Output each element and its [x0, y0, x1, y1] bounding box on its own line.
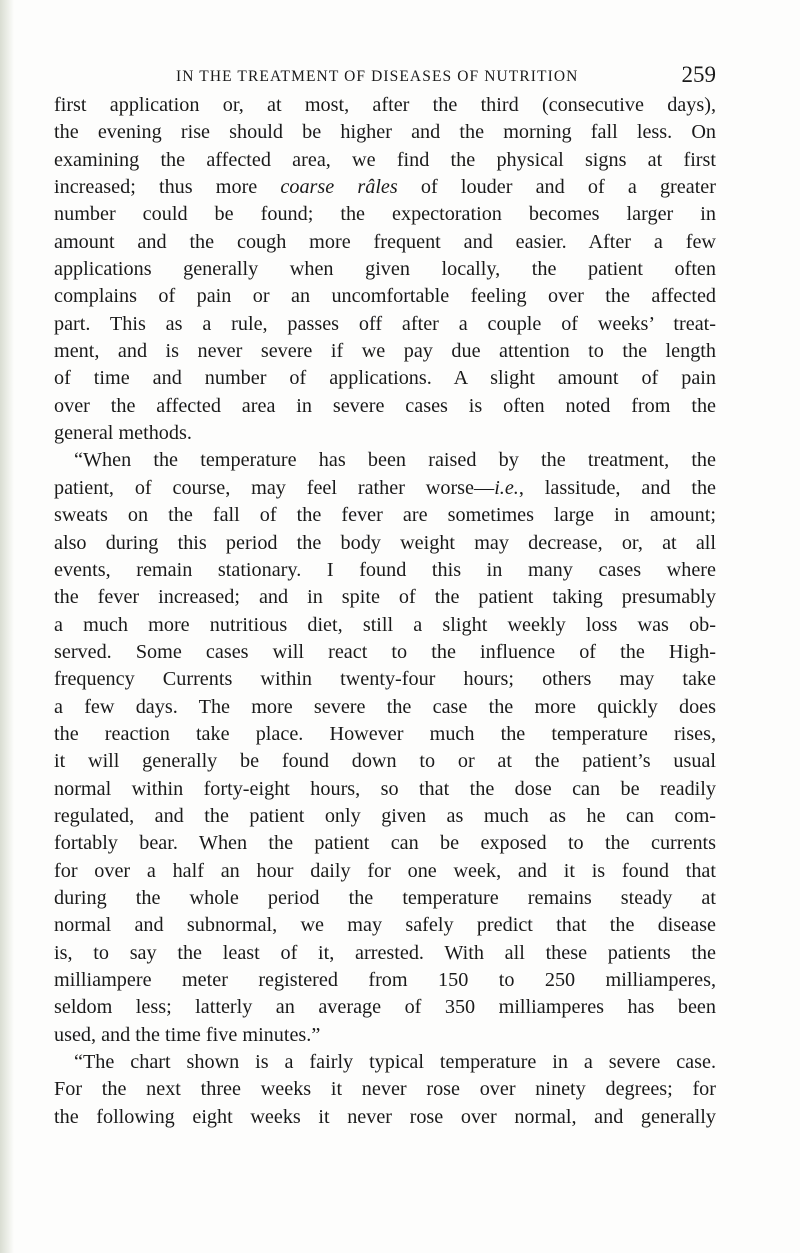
body-text [54, 92, 716, 1131]
text-line: ment, and is never severe if we pay due attention to the length [54, 340, 716, 363]
text-line: “When the temperature has been raised by the treatment, the [74, 449, 716, 472]
text-line: general methods. [54, 422, 192, 445]
text-line: regulated, and the patient only given as much as he can com- [54, 804, 716, 827]
text-line: frequency Currents within twenty-four hours; others may take [54, 668, 716, 691]
text-line: for over a half an hour daily for one week, and it is found that [54, 859, 716, 882]
text-line: patient, of course, may feel rather worse—i.e., lassitude, and the [54, 476, 716, 499]
text-line: applications generally when given locally, the patient often [54, 258, 716, 281]
text-line: first application or, at most, after the third (consecutive days), [54, 94, 716, 116]
text-line: examining the affected area, we find the physical signs at first [54, 148, 716, 171]
italic-phrase: i.e. [494, 476, 519, 499]
text-line: a few days. The more severe the case the more quickly does [54, 695, 716, 718]
text-line: amount and the cough more frequent and easier. After a few [54, 230, 716, 253]
page-number: 259 [681, 62, 716, 87]
text-line: milliampere meter registered from 150 to 250 milliamperes, [54, 969, 716, 991]
text-line: a much more nutritious diet, still a slight weekly loss was ob- [54, 613, 716, 636]
text-line: during the whole period the temperature remains steady at [54, 886, 716, 909]
text-line: events, remain stationary. I found this in many cases where [54, 558, 716, 581]
text-line: part. This as a rule, passes off after a couple of weeks’ treat- [54, 312, 716, 335]
text-line: used, and the time five minutes.” [54, 1023, 321, 1046]
text-line: For the next three weeks it never rose over ninety degrees; for [54, 1078, 716, 1101]
text-line: over the affected area in severe cases is often noted from the [54, 394, 716, 417]
binding-shadow [0, 0, 14, 1253]
text-line: seldom less; latterly an average of 350 milliamperes has been [54, 996, 716, 1019]
text-line: of time and number of applications. A slight amount of pain [54, 367, 716, 390]
text-line: increased; thus more coarse râles of louder and of a greater [54, 176, 716, 199]
italic-phrase: coarse râles [280, 176, 398, 199]
text-line: sweats on the fall of the fever are sometimes large in amount; [54, 504, 716, 527]
text-line: complains of pain or an uncomfortable feeling over the affected [54, 285, 716, 308]
text-line: is, to say the least of it, arrested. With all these patients the [54, 941, 716, 964]
text-line: “The chart shown is a fairly typical temperature in a severe case. [74, 1051, 716, 1074]
text-line: fortably bear. When the patient can be exposed to the currents [54, 832, 716, 855]
text-line: normal and subnormal, we may safely predict that the disease [54, 914, 716, 937]
text-line: the fever increased; and in spite of the patient taking presumably [54, 586, 716, 609]
text-line: normal within forty-eight hours, so that the dose can be readily [54, 777, 716, 800]
text-line: the evening rise should be higher and the morning fall less. On [54, 121, 716, 144]
text-line: the reaction take place. However much the temperature rises, [54, 722, 716, 745]
running-head [176, 62, 716, 96]
text-line: served. Some cases will react to the influence of the High- [54, 640, 716, 663]
text-line: also during this period the body weight may decrease, or, at all [54, 531, 716, 554]
text-line: number could be found; the expectoration becomes larger in [54, 203, 716, 226]
text-line: it will generally be found down to or at the patient’s usual [54, 750, 716, 773]
running-head-title: IN THE TREATMENT OF DISEASES OF NUTRITION [176, 68, 579, 85]
text-line: the following eight weeks it never rose over normal, and generally [54, 1105, 716, 1128]
